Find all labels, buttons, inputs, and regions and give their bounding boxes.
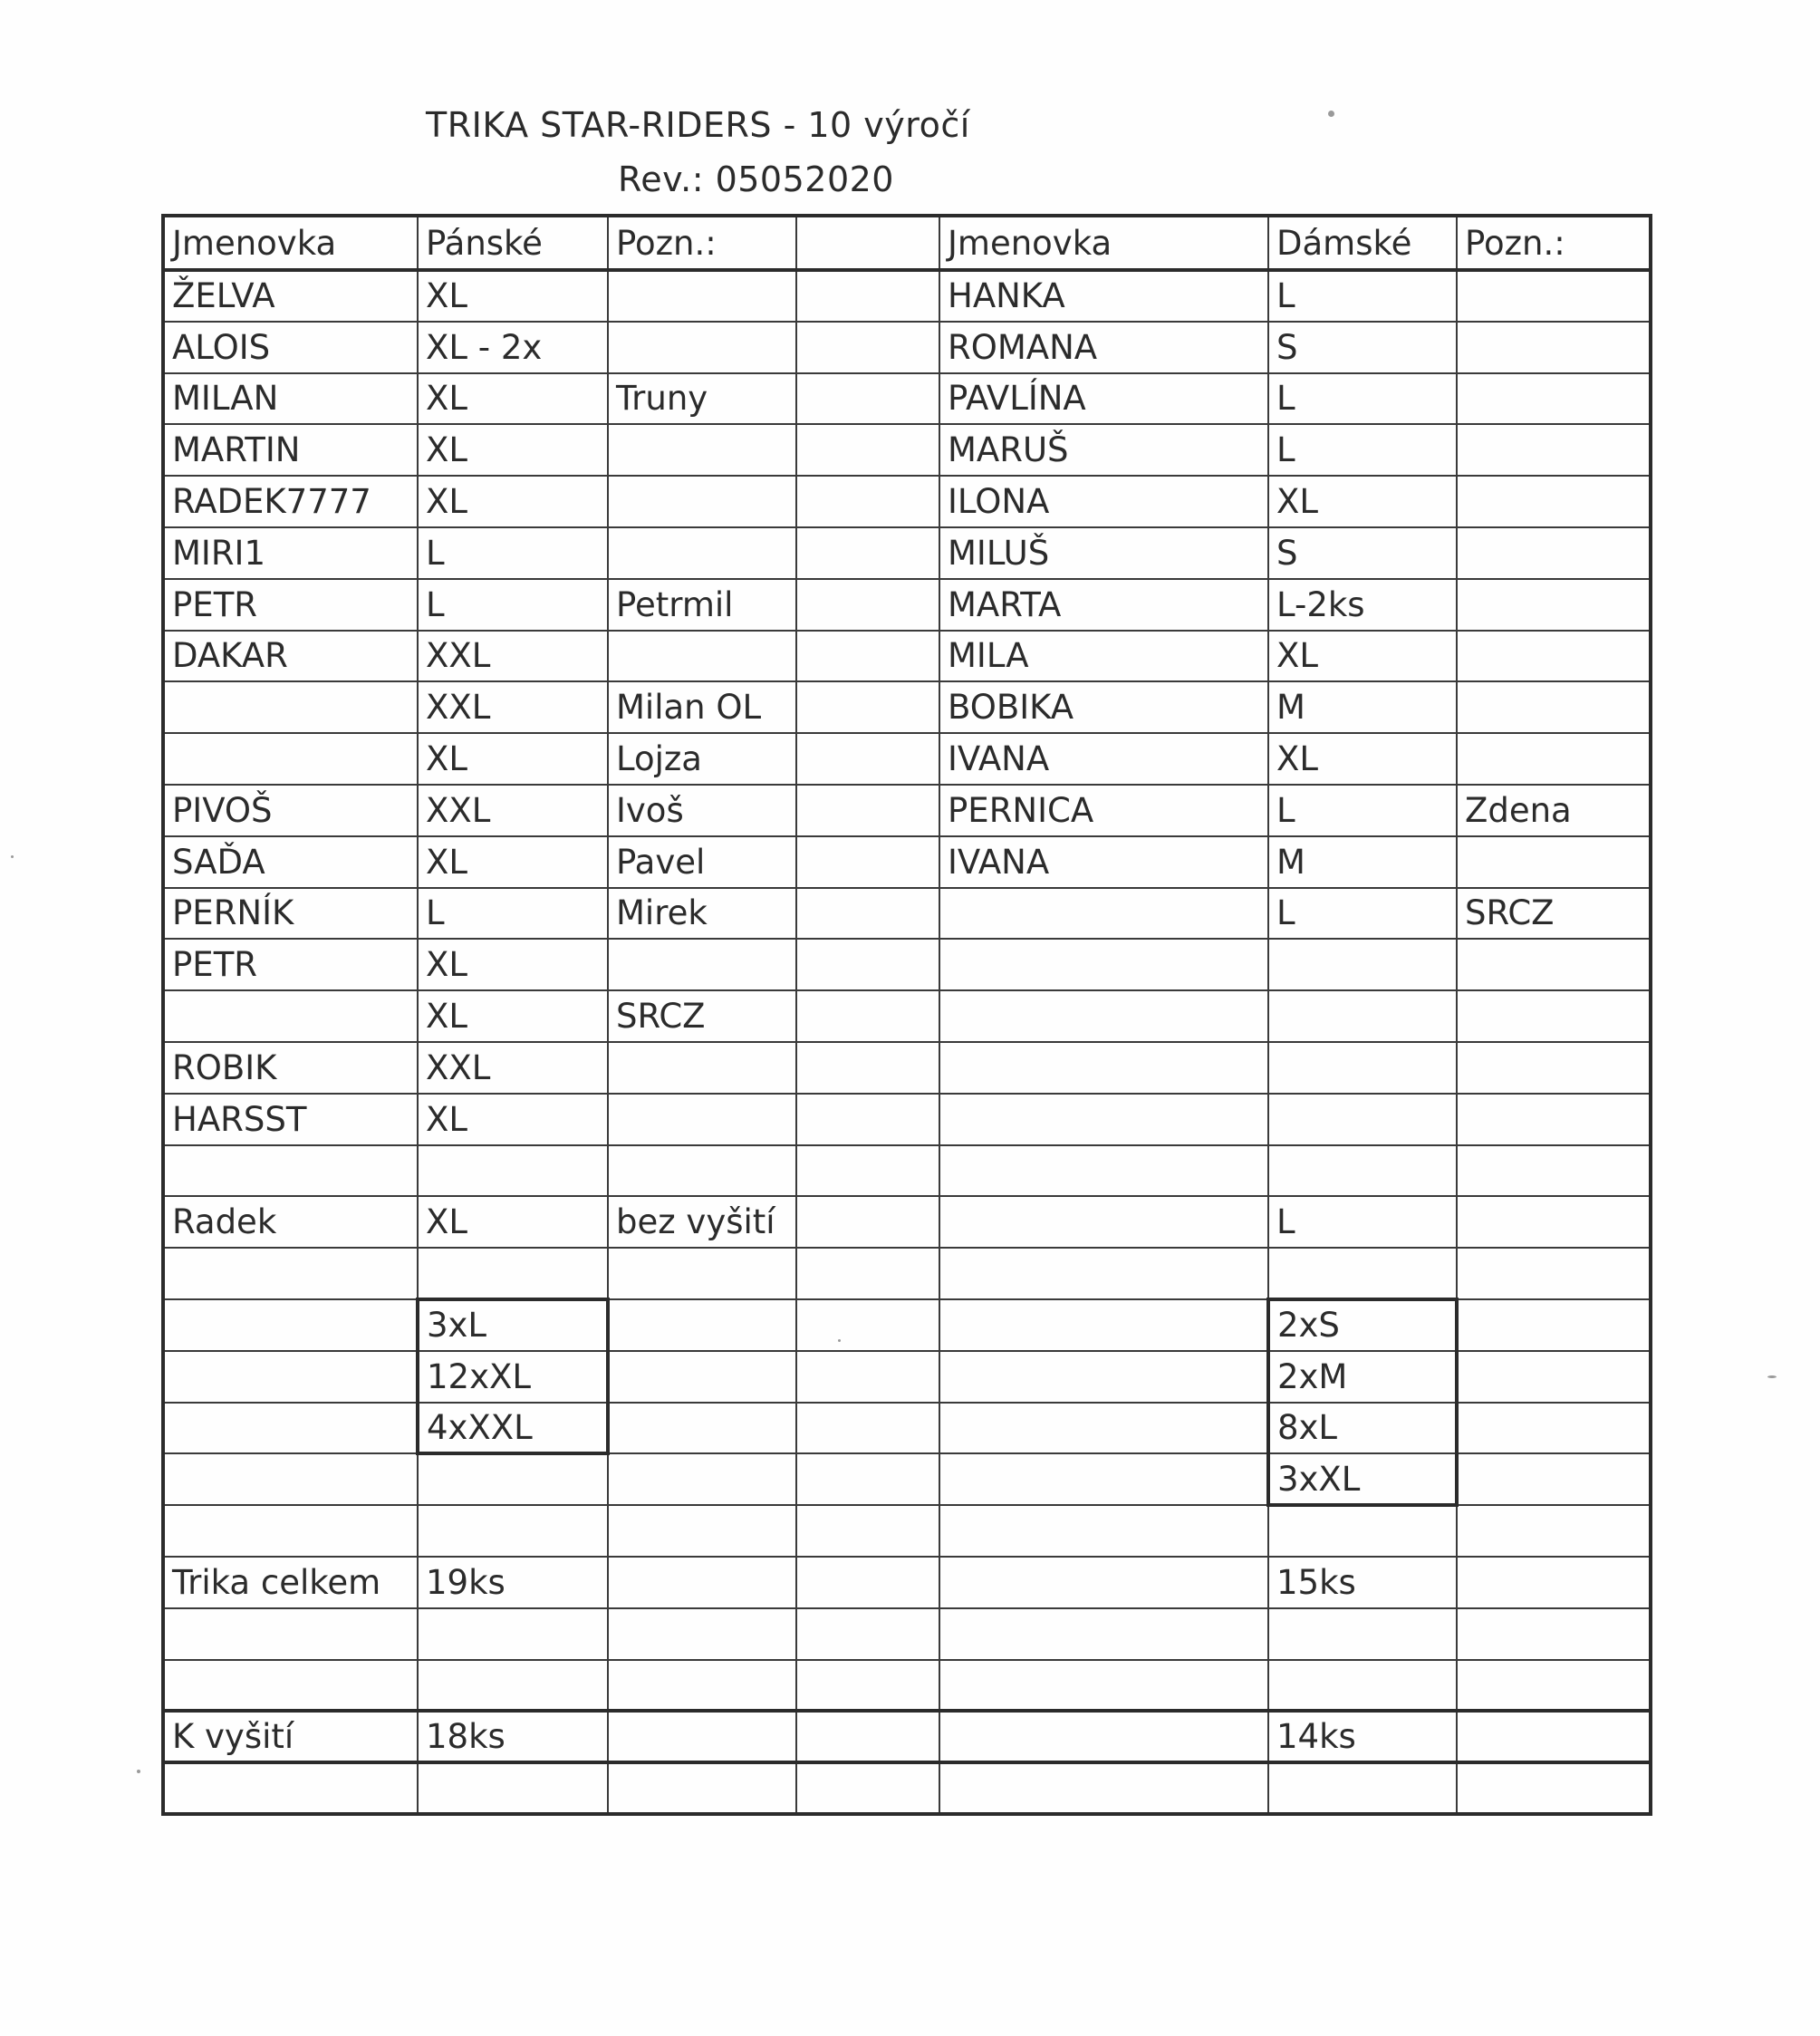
table-row <box>163 322 1651 373</box>
cell-damske-velikost: 2xS <box>1268 1299 1457 1351</box>
cell-mezera <box>796 836 939 888</box>
cell-jmenovka-zeny: PAVLÍNA <box>939 373 1268 425</box>
cell-damske-velikost: L <box>1268 373 1457 425</box>
cell-poznamka-muzi <box>608 1403 796 1454</box>
cell-jmenovka-zeny: MILA <box>939 631 1268 682</box>
table-row <box>163 1351 1651 1403</box>
cell-damske-velikost: L <box>1268 1196 1457 1248</box>
cell-panske-velikost: XL <box>418 990 608 1042</box>
cell-mezera <box>796 939 939 990</box>
document-title: TRIKA STAR-RIDERS - 10 výročí <box>426 105 970 145</box>
cell-jmenovka-muzi <box>163 1505 418 1557</box>
cell-jmenovka-muzi: MILAN <box>163 373 418 425</box>
cell-poznamka-zeny <box>1457 1299 1651 1351</box>
table-row <box>163 990 1651 1042</box>
cell-damske-velikost <box>1268 990 1457 1042</box>
cell-jmenovka-zeny <box>939 1711 1268 1762</box>
cell-mezera <box>796 990 939 1042</box>
cell-jmenovka-zeny <box>939 1403 1268 1454</box>
cell-panske-velikost <box>418 1660 608 1712</box>
cell-jmenovka-zeny: MARTA <box>939 579 1268 631</box>
cell-jmenovka-muzi <box>163 1608 418 1660</box>
cell-damske-velikost: S <box>1268 527 1457 579</box>
header-jmenovka-zeny: Jmenovka <box>939 216 1268 270</box>
cell-poznamka-muzi <box>608 631 796 682</box>
table-row <box>163 1094 1651 1145</box>
cell-damske-velikost: L <box>1268 888 1457 940</box>
cell-panske-velikost: XXL <box>418 1042 608 1094</box>
cell-panske-velikost <box>418 1762 608 1814</box>
cell-damske-velikost: S <box>1268 322 1457 373</box>
cell-poznamka-muzi <box>608 270 796 322</box>
cell-poznamka-zeny: SRCZ <box>1457 888 1651 940</box>
cell-jmenovka-zeny: HANKA <box>939 270 1268 322</box>
cell-panske-velikost: XXL <box>418 681 608 733</box>
cell-mezera <box>796 476 939 527</box>
cell-panske-velikost: L <box>418 579 608 631</box>
cell-damske-velikost: 8xL <box>1268 1403 1457 1454</box>
cell-poznamka-zeny <box>1457 1094 1651 1145</box>
cell-poznamka-muzi <box>608 1762 796 1814</box>
header-panske-velikost: Pánské <box>418 216 608 270</box>
cell-poznamka-zeny <box>1457 579 1651 631</box>
cell-jmenovka-muzi: SAĎA <box>163 836 418 888</box>
cell-poznamka-muzi: Milan OL <box>608 681 796 733</box>
cell-poznamka-zeny <box>1457 1145 1651 1197</box>
cell-damske-velikost <box>1268 1248 1457 1299</box>
table-row <box>163 424 1651 476</box>
cell-poznamka-zeny <box>1457 1196 1651 1248</box>
cell-mezera <box>796 681 939 733</box>
cell-mezera <box>796 1094 939 1145</box>
cell-panske-velikost: XL <box>418 373 608 425</box>
cell-poznamka-muzi: bez vyšití <box>608 1196 796 1248</box>
cell-panske-velikost: XL <box>418 476 608 527</box>
cell-jmenovka-zeny: ILONA <box>939 476 1268 527</box>
scan-speck <box>137 1770 140 1773</box>
cell-damske-velikost: M <box>1268 836 1457 888</box>
cell-damske-velikost: M <box>1268 681 1457 733</box>
table-row <box>163 1196 1651 1248</box>
cell-panske-velikost: 18ks <box>418 1711 608 1762</box>
cell-poznamka-zeny <box>1457 631 1651 682</box>
cell-jmenovka-muzi <box>163 1660 418 1712</box>
cell-jmenovka-zeny <box>939 1608 1268 1660</box>
cell-jmenovka-zeny: MILUŠ <box>939 527 1268 579</box>
cell-mezera <box>796 322 939 373</box>
cell-poznamka-zeny <box>1457 424 1651 476</box>
cell-jmenovka-muzi <box>163 1403 418 1454</box>
table-row <box>163 1711 1651 1762</box>
cell-poznamka-muzi <box>608 1453 796 1505</box>
cell-panske-velikost: 12xXL <box>418 1351 608 1403</box>
cell-damske-velikost <box>1268 1145 1457 1197</box>
cell-panske-velikost: L <box>418 888 608 940</box>
cell-poznamka-muzi <box>608 939 796 990</box>
table-row <box>163 681 1651 733</box>
cell-poznamka-zeny <box>1457 1505 1651 1557</box>
cell-poznamka-zeny <box>1457 373 1651 425</box>
cell-poznamka-zeny <box>1457 1762 1651 1814</box>
cell-mezera <box>796 373 939 425</box>
cell-damske-velikost <box>1268 1762 1457 1814</box>
cell-mezera <box>796 1196 939 1248</box>
header-poznamka-muzi: Pozn.: <box>608 216 796 270</box>
table-row <box>163 1145 1651 1197</box>
cell-poznamka-muzi <box>608 1505 796 1557</box>
cell-jmenovka-zeny <box>939 1094 1268 1145</box>
cell-poznamka-muzi <box>608 1660 796 1712</box>
cell-panske-velikost: XL <box>418 939 608 990</box>
cell-jmenovka-muzi: PETR <box>163 579 418 631</box>
cell-jmenovka-muzi: MIRI1 <box>163 527 418 579</box>
cell-poznamka-muzi: Petrmil <box>608 579 796 631</box>
cell-poznamka-zeny <box>1457 939 1651 990</box>
cell-mezera <box>796 1557 939 1608</box>
document-revision: Rev.: 05052020 <box>618 159 894 199</box>
cell-panske-velikost: XXL <box>418 785 608 836</box>
table-row <box>163 373 1651 425</box>
cell-poznamka-muzi <box>608 1351 796 1403</box>
cell-jmenovka-muzi: RADEK7777 <box>163 476 418 527</box>
cell-poznamka-muzi <box>608 1094 796 1145</box>
cell-jmenovka-muzi: HARSST <box>163 1094 418 1145</box>
cell-panske-velikost: XL <box>418 836 608 888</box>
cell-mezera <box>796 1042 939 1094</box>
cell-poznamka-zeny: Zdena <box>1457 785 1651 836</box>
table-row <box>163 1403 1651 1454</box>
cell-panske-velikost <box>418 1608 608 1660</box>
cell-jmenovka-zeny <box>939 1660 1268 1712</box>
cell-damske-velikost: 2xM <box>1268 1351 1457 1403</box>
table-row <box>163 1453 1651 1505</box>
header-damske-velikost: Dámské <box>1268 216 1457 270</box>
cell-mezera <box>796 527 939 579</box>
cell-jmenovka-zeny <box>939 1196 1268 1248</box>
cell-poznamka-zeny <box>1457 476 1651 527</box>
scan-speck <box>1767 1375 1777 1378</box>
cell-jmenovka-zeny: PERNICA <box>939 785 1268 836</box>
cell-jmenovka-zeny <box>939 1762 1268 1814</box>
table-row <box>163 1608 1651 1660</box>
cell-poznamka-zeny <box>1457 527 1651 579</box>
cell-poznamka-muzi: SRCZ <box>608 990 796 1042</box>
cell-jmenovka-muzi <box>163 1299 418 1351</box>
cell-panske-velikost <box>418 1453 608 1505</box>
table-row <box>163 1042 1651 1094</box>
cell-poznamka-muzi <box>608 476 796 527</box>
cell-panske-velikost: XL <box>418 270 608 322</box>
cell-poznamka-muzi: Lojza <box>608 733 796 785</box>
cell-damske-velikost: XL <box>1268 631 1457 682</box>
cell-mezera <box>796 1145 939 1197</box>
table-row <box>163 476 1651 527</box>
cell-poznamka-muzi <box>608 527 796 579</box>
cell-jmenovka-zeny: IVANA <box>939 733 1268 785</box>
cell-damske-velikost <box>1268 1505 1457 1557</box>
cell-jmenovka-muzi <box>163 1248 418 1299</box>
cell-jmenovka-muzi: MARTIN <box>163 424 418 476</box>
cell-panske-velikost: 19ks <box>418 1557 608 1608</box>
cell-damske-velikost: XL <box>1268 733 1457 785</box>
cell-jmenovka-zeny <box>939 1505 1268 1557</box>
cell-panske-velikost: XXL <box>418 631 608 682</box>
cell-panske-velikost: XL - 2x <box>418 322 608 373</box>
cell-jmenovka-zeny: BOBIKA <box>939 681 1268 733</box>
cell-jmenovka-muzi <box>163 1453 418 1505</box>
cell-mezera <box>796 1248 939 1299</box>
cell-jmenovka-zeny: MARUŠ <box>939 424 1268 476</box>
cell-poznamka-zeny <box>1457 1042 1651 1094</box>
cell-poznamka-muzi: Ivoš <box>608 785 796 836</box>
cell-jmenovka-muzi: PIVOŠ <box>163 785 418 836</box>
table-row <box>163 733 1651 785</box>
cell-poznamka-muzi: Truny <box>608 373 796 425</box>
cell-poznamka-zeny <box>1457 1351 1651 1403</box>
cell-jmenovka-muzi: ALOIS <box>163 322 418 373</box>
header-jmenovka-muzi: Jmenovka <box>163 216 418 270</box>
cell-jmenovka-muzi <box>163 1351 418 1403</box>
cell-jmenovka-zeny <box>939 1042 1268 1094</box>
table-row <box>163 579 1651 631</box>
table-row <box>163 270 1651 322</box>
tshirt-order-table <box>161 214 1652 1816</box>
cell-jmenovka-muzi: Trika celkem <box>163 1557 418 1608</box>
cell-mezera <box>796 1351 939 1403</box>
table-row <box>163 1557 1651 1608</box>
cell-poznamka-zeny <box>1457 1403 1651 1454</box>
cell-poznamka-zeny <box>1457 322 1651 373</box>
cell-jmenovka-muzi: DAKAR <box>163 631 418 682</box>
cell-mezera <box>796 1453 939 1505</box>
cell-jmenovka-muzi: ROBIK <box>163 1042 418 1094</box>
table-row <box>163 1299 1651 1351</box>
cell-panske-velikost: XL <box>418 1094 608 1145</box>
cell-jmenovka-zeny <box>939 1299 1268 1351</box>
cell-mezera <box>796 888 939 940</box>
cell-poznamka-zeny <box>1457 990 1651 1042</box>
cell-poznamka-zeny <box>1457 1557 1651 1608</box>
scan-speck <box>11 855 14 858</box>
cell-panske-velikost: XL <box>418 424 608 476</box>
cell-mezera <box>796 270 939 322</box>
cell-jmenovka-muzi: ŽELVA <box>163 270 418 322</box>
cell-damske-velikost: L <box>1268 785 1457 836</box>
cell-poznamka-zeny <box>1457 1248 1651 1299</box>
cell-jmenovka-muzi <box>163 990 418 1042</box>
cell-poznamka-zeny <box>1457 733 1651 785</box>
cell-poznamka-muzi <box>608 424 796 476</box>
cell-mezera <box>796 1299 939 1351</box>
cell-jmenovka-zeny: IVANA <box>939 836 1268 888</box>
cell-damske-velikost <box>1268 1042 1457 1094</box>
cell-damske-velikost: 15ks <box>1268 1557 1457 1608</box>
cell-damske-velikost: 14ks <box>1268 1711 1457 1762</box>
cell-mezera <box>796 1711 939 1762</box>
cell-poznamka-zeny <box>1457 270 1651 322</box>
cell-poznamka-muzi <box>608 1557 796 1608</box>
cell-jmenovka-zeny <box>939 1557 1268 1608</box>
cell-jmenovka-zeny <box>939 939 1268 990</box>
table-row <box>163 888 1651 940</box>
cell-jmenovka-muzi: K vyšití <box>163 1711 418 1762</box>
table-row <box>163 1505 1651 1557</box>
cell-poznamka-muzi <box>608 1145 796 1197</box>
table-row <box>163 631 1651 682</box>
cell-mezera <box>796 1762 939 1814</box>
table-row <box>163 1762 1651 1814</box>
header-mezera <box>796 216 939 270</box>
cell-jmenovka-muzi: Radek <box>163 1196 418 1248</box>
cell-panske-velikost: XL <box>418 1196 608 1248</box>
cell-mezera <box>796 1403 939 1454</box>
cell-poznamka-muzi <box>608 322 796 373</box>
cell-panske-velikost <box>418 1505 608 1557</box>
cell-damske-velikost <box>1268 1094 1457 1145</box>
cell-mezera <box>796 733 939 785</box>
table-row <box>163 939 1651 990</box>
table-row <box>163 785 1651 836</box>
cell-jmenovka-muzi <box>163 1145 418 1197</box>
scan-speck <box>1328 111 1334 117</box>
cell-jmenovka-muzi <box>163 733 418 785</box>
cell-jmenovka-zeny <box>939 1248 1268 1299</box>
cell-jmenovka-muzi: PETR <box>163 939 418 990</box>
cell-poznamka-muzi <box>608 1299 796 1351</box>
cell-poznamka-zeny <box>1457 1608 1651 1660</box>
cell-panske-velikost: 3xL <box>418 1299 608 1351</box>
table-row <box>163 1248 1651 1299</box>
cell-poznamka-muzi <box>608 1711 796 1762</box>
cell-damske-velikost <box>1268 1608 1457 1660</box>
table-row <box>163 1660 1651 1712</box>
cell-mezera <box>796 631 939 682</box>
cell-jmenovka-zeny <box>939 1351 1268 1403</box>
cell-jmenovka-zeny: ROMANA <box>939 322 1268 373</box>
cell-damske-velikost: L <box>1268 270 1457 322</box>
cell-poznamka-muzi <box>608 1608 796 1660</box>
cell-damske-velikost: L <box>1268 424 1457 476</box>
cell-poznamka-muzi <box>608 1248 796 1299</box>
table-row <box>163 836 1651 888</box>
cell-panske-velikost <box>418 1248 608 1299</box>
cell-jmenovka-zeny <box>939 888 1268 940</box>
cell-mezera <box>796 1505 939 1557</box>
cell-panske-velikost: 4xXXL <box>418 1403 608 1454</box>
cell-damske-velikost: XL <box>1268 476 1457 527</box>
cell-mezera <box>796 785 939 836</box>
cell-panske-velikost: XL <box>418 733 608 785</box>
table-header-row <box>163 216 1651 270</box>
cell-poznamka-muzi: Mirek <box>608 888 796 940</box>
cell-panske-velikost: L <box>418 527 608 579</box>
scan-speck <box>838 1339 841 1342</box>
cell-jmenovka-zeny <box>939 990 1268 1042</box>
cell-mezera <box>796 424 939 476</box>
cell-damske-velikost: L-2ks <box>1268 579 1457 631</box>
cell-poznamka-muzi <box>608 1042 796 1094</box>
cell-poznamka-zeny <box>1457 1453 1651 1505</box>
cell-panske-velikost <box>418 1145 608 1197</box>
cell-jmenovka-muzi <box>163 1762 418 1814</box>
cell-mezera <box>796 1608 939 1660</box>
cell-jmenovka-muzi <box>163 681 418 733</box>
header-poznamka-zeny: Pozn.: <box>1457 216 1651 270</box>
cell-poznamka-zeny <box>1457 681 1651 733</box>
cell-poznamka-zeny <box>1457 1711 1651 1762</box>
cell-jmenovka-zeny <box>939 1145 1268 1197</box>
cell-mezera <box>796 579 939 631</box>
cell-mezera <box>796 1660 939 1712</box>
table-row <box>163 527 1651 579</box>
cell-poznamka-muzi: Pavel <box>608 836 796 888</box>
cell-jmenovka-zeny <box>939 1453 1268 1505</box>
cell-poznamka-zeny <box>1457 1660 1651 1712</box>
cell-damske-velikost <box>1268 1660 1457 1712</box>
cell-poznamka-zeny <box>1457 836 1651 888</box>
cell-damske-velikost <box>1268 939 1457 990</box>
cell-jmenovka-muzi: PERNÍK <box>163 888 418 940</box>
cell-damske-velikost: 3xXL <box>1268 1453 1457 1505</box>
